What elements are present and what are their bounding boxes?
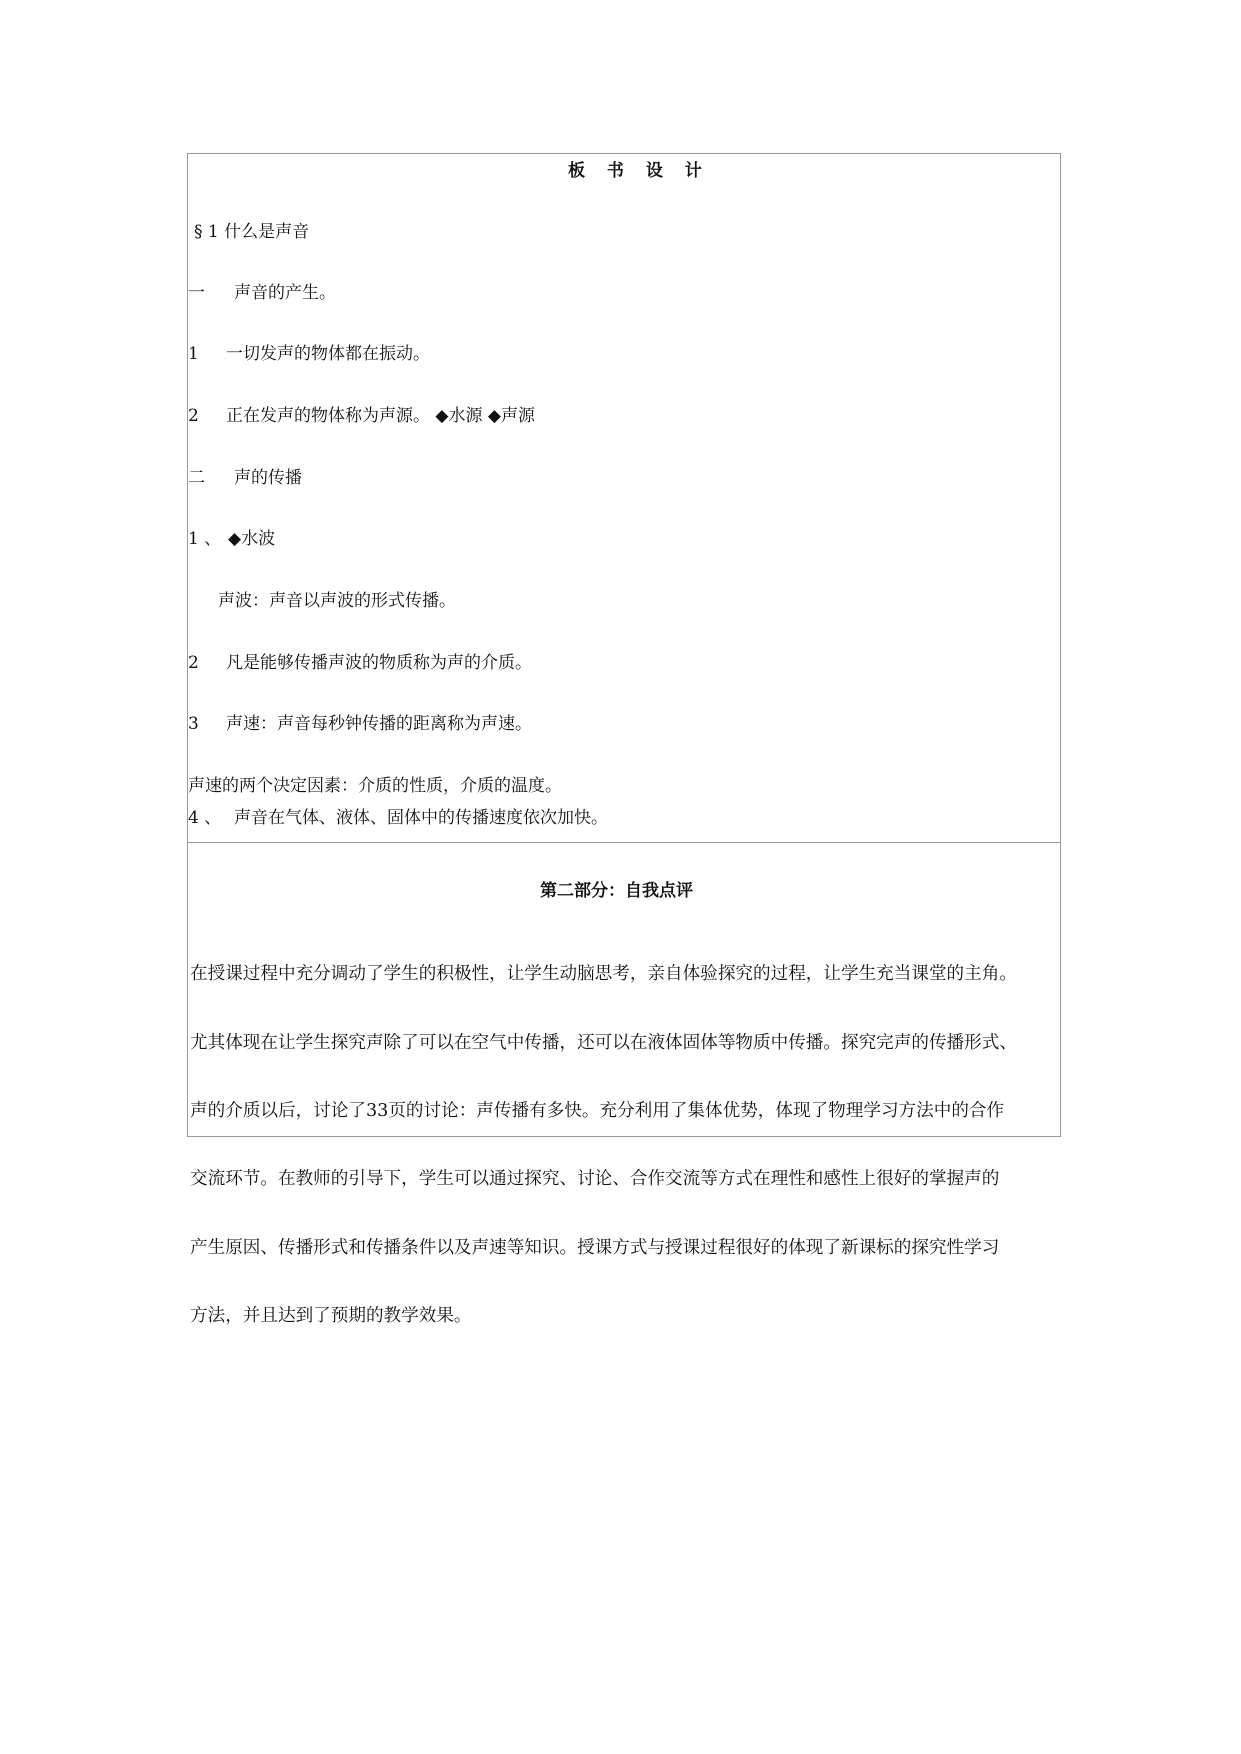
line-text: 声波：声音以声波的形式传播。 xyxy=(218,591,456,611)
review-line: 尤其体现在让学生探究声除了可以在空气中传播，还可以在液体固体等物质中传播。探究完声的传播形式、 xyxy=(190,1032,1017,1053)
line-text: 声音在气体、液体、固体中的传播速度依次加快。 xyxy=(234,808,608,828)
line-number: 2 xyxy=(188,653,199,673)
line-number: 二 xyxy=(188,468,205,488)
board-line-6 xyxy=(218,591,456,611)
board-line-4 xyxy=(188,468,302,488)
line-text: 正在发声的物体称为声源。 ◆水源 ◆声源 xyxy=(226,406,535,426)
board-title: 板 书 设 计 xyxy=(568,161,710,181)
line-text: 声速的两个决定因素：介质的性质，介质的温度。 xyxy=(188,776,562,796)
line-number: 3 xyxy=(188,714,199,734)
line-number: 2 xyxy=(188,406,199,426)
board-line-3 xyxy=(188,406,535,426)
review-line: 在授课过程中充分调动了学生的积极性，让学生动脑思考，亲自体验探究的过程，让学生充当课堂的主角。 xyxy=(190,964,1017,985)
review-line: 声的介质以后，讨论了33页的讨论：声传播有多快。充分利用了集体优势，体现了物理学习方法中的合作 xyxy=(190,1101,1005,1122)
line-number: 1 、 xyxy=(188,529,222,549)
self-review-cell xyxy=(188,843,1060,1327)
lesson-table xyxy=(187,153,1061,1327)
review-paragraph xyxy=(190,923,1060,1368)
line-number: 1 xyxy=(188,344,199,364)
review-title: 第二部分：自我点评 xyxy=(540,881,693,901)
review-line: 产生原因、传播形式和传播条件以及声速等知识。授课方式与授课过程很好的体现了新课标的探究性学习 xyxy=(190,1237,1000,1258)
review-line: 交流环节。在教师的引导下，学生可以通过探究、讨论、合作交流等方式在理性和感性上很好的掌握声的 xyxy=(190,1169,1000,1190)
line-text: 一切发声的物体都在振动。 xyxy=(226,344,430,364)
board-line-1 xyxy=(188,283,336,303)
line-number: 4 、 xyxy=(188,808,222,828)
board-line-7 xyxy=(188,653,532,673)
board-line-8 xyxy=(188,714,532,734)
board-line-10 xyxy=(188,808,608,828)
review-line: 方法，并且达到了预期的教学效果。 xyxy=(190,1306,472,1327)
board-section-heading: § 1 什么是声音 xyxy=(194,222,310,242)
board-design-cell xyxy=(188,154,1060,843)
line-text: 声速：声音每秒钟传播的距离称为声速。 xyxy=(226,714,532,734)
board-line-5 xyxy=(188,529,275,549)
line-number: 一 xyxy=(188,283,205,303)
line-text: ◆水波 xyxy=(228,529,276,549)
board-line-9 xyxy=(188,776,562,796)
line-text: 声音的产生。 xyxy=(234,283,336,303)
board-line-2 xyxy=(188,344,430,364)
line-text: 声的传播 xyxy=(234,468,302,488)
line-text: 凡是能够传播声波的物质称为声的介质。 xyxy=(226,653,532,673)
